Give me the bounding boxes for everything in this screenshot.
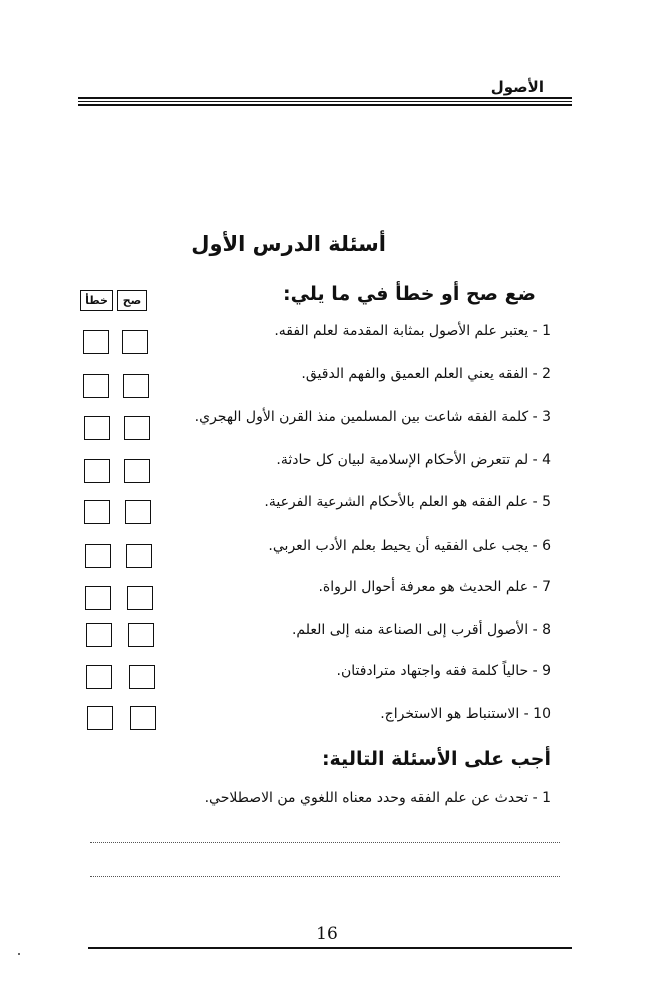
true-checkbox[interactable] (129, 665, 155, 689)
true-checkbox[interactable] (128, 623, 154, 647)
true-false-instruction: ضع صح أو خطأ في ما يلي: (282, 283, 536, 305)
lesson-title: أسئلة الدرس الأول (191, 232, 386, 256)
header-title: الأصول (490, 78, 544, 96)
question-item: 1 - يعتبر علم الأصول بمثابة المقدمة لعلم الفقه. (274, 323, 551, 339)
false-checkbox[interactable] (85, 544, 111, 568)
true-checkbox[interactable] (126, 544, 152, 568)
header-rule (78, 104, 572, 106)
true-checkbox[interactable] (124, 416, 150, 440)
question-item: 5 - علم الفقه هو العلم بالأحكام الشرعية الفرعية. (264, 494, 551, 510)
true-checkbox[interactable] (123, 374, 149, 398)
question-item: 6 - يجب على الفقيه أن يحيط بعلم الأدب العربي. (268, 538, 551, 554)
question-item: 4 - لم تتعرض الأحكام الإسلامية لبيان كل حادثة. (276, 452, 551, 468)
answer-question: 1 - تحدث عن علم الفقه وحدد معناه اللغوي من الاصطلاحي. (204, 790, 551, 806)
false-checkbox[interactable] (83, 330, 109, 354)
answer-line[interactable] (90, 876, 560, 877)
false-checkbox[interactable] (84, 416, 110, 440)
false-checkbox[interactable] (84, 459, 110, 483)
true-checkbox[interactable] (124, 459, 150, 483)
page-number: 16 (316, 924, 338, 944)
true-checkbox[interactable] (127, 586, 153, 610)
true-checkbox[interactable] (130, 706, 156, 730)
footer-rule (88, 947, 572, 949)
false-checkbox[interactable] (83, 374, 109, 398)
header-rule (78, 101, 572, 102)
question-item: 7 - علم الحديث هو معرفة أحوال الرواة. (318, 579, 551, 595)
false-checkbox[interactable] (87, 706, 113, 730)
question-item: 8 - الأصول أقرب إلى الصناعة منه إلى العلم. (291, 622, 551, 638)
answer-instruction: أجب على الأسئلة التالية: (321, 748, 551, 770)
column-header-true: صح (117, 290, 147, 311)
header-rule (78, 97, 572, 99)
false-checkbox[interactable] (85, 586, 111, 610)
question-item: 9 - حالياً كلمة فقه واجتهاد مترادفتان. (336, 663, 551, 679)
true-checkbox[interactable] (122, 330, 148, 354)
false-checkbox[interactable] (84, 500, 110, 524)
question-item: 3 - كلمة الفقه شاعت بين المسلمين منذ القرن الأول الهجري. (194, 409, 551, 425)
column-header-false: خطأ (80, 290, 113, 311)
question-item: 10 - الاستنباط هو الاستخراج. (380, 706, 551, 722)
true-checkbox[interactable] (125, 500, 151, 524)
answer-line[interactable] (90, 842, 560, 843)
scan-speck (18, 953, 20, 955)
false-checkbox[interactable] (86, 665, 112, 689)
question-item: 2 - الفقه يعني العلم العميق والفهم الدقيق. (301, 366, 551, 382)
false-checkbox[interactable] (86, 623, 112, 647)
